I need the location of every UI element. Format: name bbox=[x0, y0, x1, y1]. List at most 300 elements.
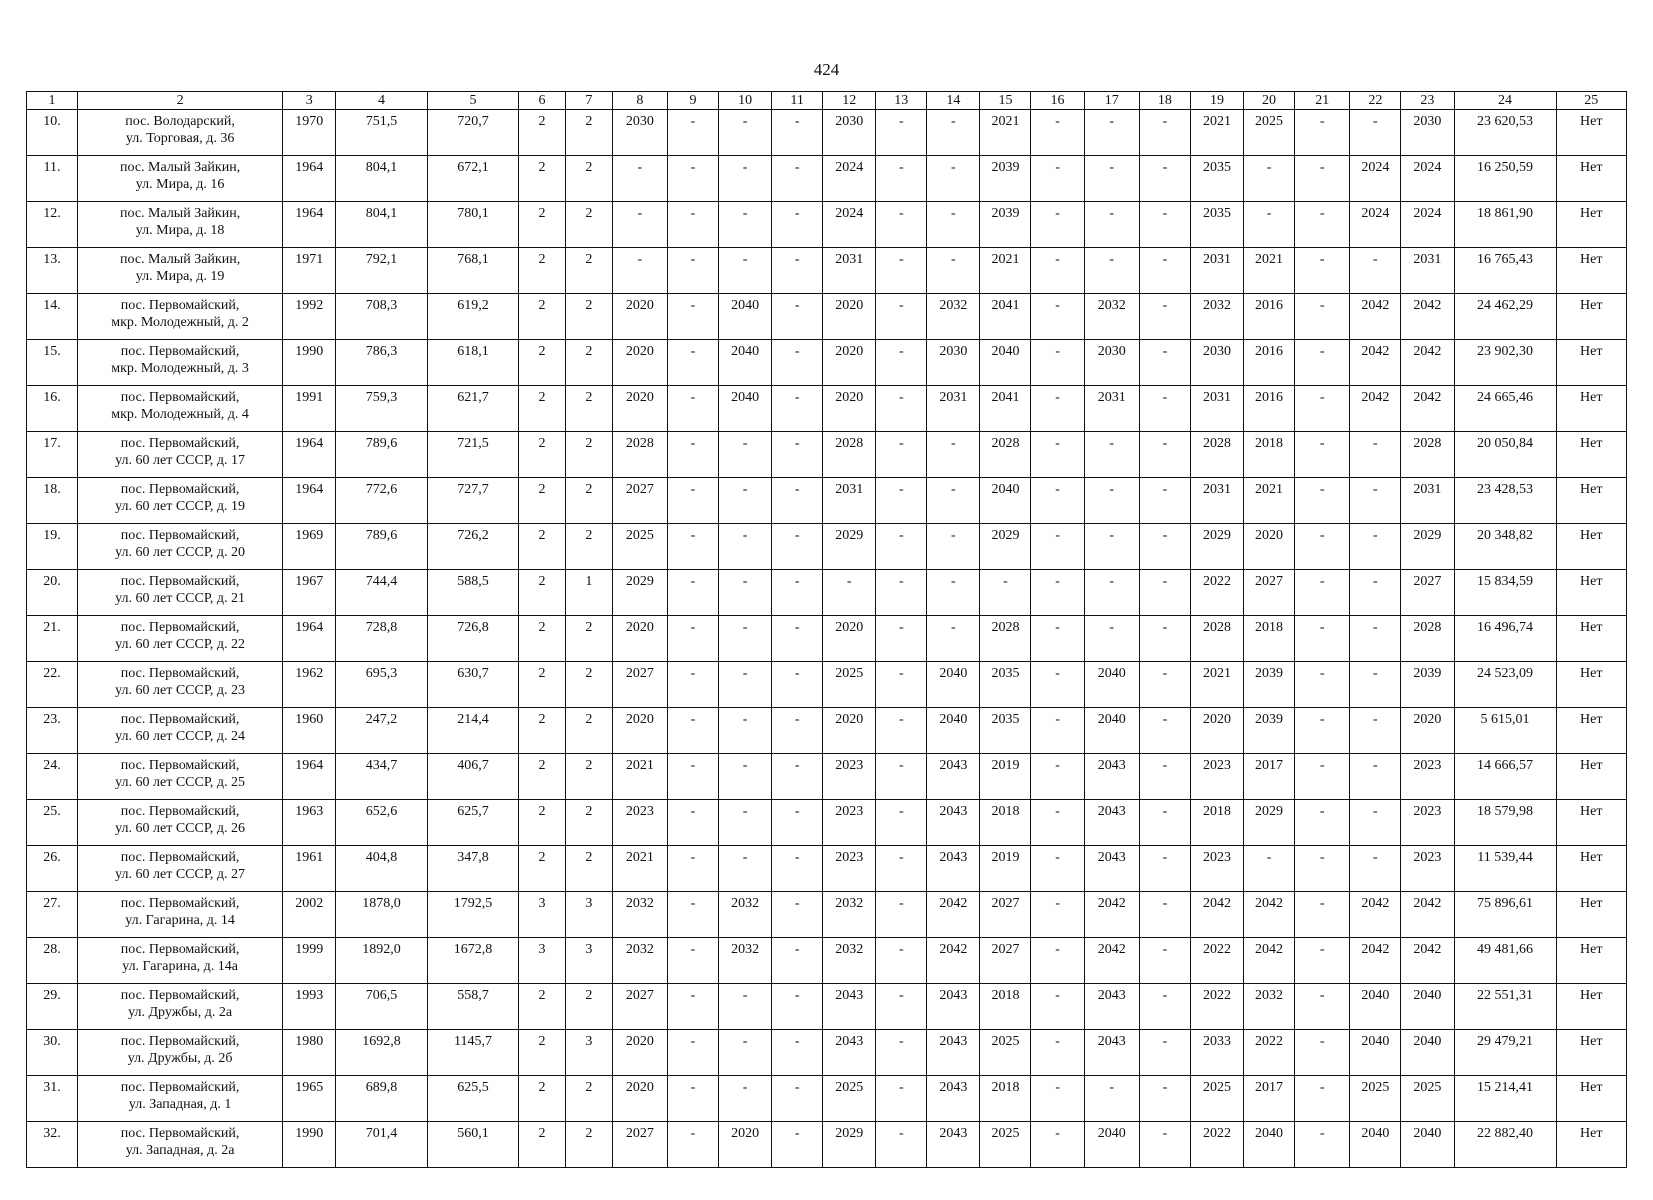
column-number-header: 8 bbox=[612, 92, 667, 110]
table-cell: 1971 bbox=[283, 248, 336, 294]
table-cell: 726,8 bbox=[427, 616, 518, 662]
table-cell: - bbox=[1031, 248, 1084, 294]
row-number-cell: 10. bbox=[27, 110, 78, 156]
table-cell: 2030 bbox=[927, 340, 980, 386]
table-cell: - bbox=[1350, 432, 1401, 478]
status-cell: Нет bbox=[1556, 616, 1626, 662]
table-cell: 2 bbox=[519, 432, 566, 478]
row-number-cell: 27. bbox=[27, 892, 78, 938]
table-cell: 2 bbox=[565, 432, 612, 478]
table-cell: 1 bbox=[565, 570, 612, 616]
address-cell: пос. Первомайский, ул. 60 лет СССР, д. 17 bbox=[78, 432, 283, 478]
table-cell: - bbox=[1295, 340, 1350, 386]
table-cell: 2035 bbox=[1190, 156, 1243, 202]
table-cell: - bbox=[1295, 156, 1350, 202]
table-cell: 3 bbox=[519, 892, 566, 938]
table-cell: 2 bbox=[519, 110, 566, 156]
table-row bbox=[27, 892, 1627, 938]
address-cell: пос. Первомайский, ул. Западная, д. 2а bbox=[78, 1122, 283, 1168]
cost-cell: 49 481,66 bbox=[1454, 938, 1556, 984]
table-cell: 2020 bbox=[823, 340, 876, 386]
table-cell: - bbox=[1350, 524, 1401, 570]
table-row bbox=[27, 570, 1627, 616]
table-cell: 2030 bbox=[823, 110, 876, 156]
cost-cell: 23 428,53 bbox=[1454, 478, 1556, 524]
table-cell: - bbox=[1350, 248, 1401, 294]
table-cell: 2 bbox=[519, 708, 566, 754]
table-cell: - bbox=[612, 202, 667, 248]
table-cell: - bbox=[927, 202, 980, 248]
table-cell: 2025 bbox=[1190, 1076, 1243, 1122]
address-cell: пос. Малый Зайкин, ул. Мира, д. 16 bbox=[78, 156, 283, 202]
table-cell: 2 bbox=[519, 1030, 566, 1076]
table-cell: - bbox=[1244, 156, 1295, 202]
table-cell: 2025 bbox=[1350, 1076, 1401, 1122]
table-cell: 2042 bbox=[1401, 386, 1454, 432]
table-cell: - bbox=[927, 156, 980, 202]
table-cell: 672,1 bbox=[427, 156, 518, 202]
table-row bbox=[27, 800, 1627, 846]
table-cell: - bbox=[876, 800, 927, 846]
status-cell: Нет bbox=[1556, 340, 1626, 386]
table-cell: 621,7 bbox=[427, 386, 518, 432]
address-cell: пос. Первомайский, ул. 60 лет СССР, д. 25 bbox=[78, 754, 283, 800]
table-cell: - bbox=[1031, 156, 1084, 202]
table-cell: - bbox=[667, 524, 718, 570]
table-cell: - bbox=[719, 1030, 772, 1076]
table-cell: 2020 bbox=[612, 708, 667, 754]
table-cell: 2028 bbox=[823, 432, 876, 478]
table-cell: - bbox=[876, 570, 927, 616]
table-cell: - bbox=[1031, 110, 1084, 156]
table-cell: - bbox=[1031, 754, 1084, 800]
table-cell: 728,8 bbox=[336, 616, 427, 662]
table-cell: 2043 bbox=[927, 754, 980, 800]
table-cell: 2 bbox=[519, 202, 566, 248]
table-cell: - bbox=[719, 432, 772, 478]
table-cell: - bbox=[667, 248, 718, 294]
table-cell: 2028 bbox=[1190, 432, 1243, 478]
table-cell: - bbox=[1295, 754, 1350, 800]
table-cell: 2035 bbox=[980, 662, 1031, 708]
table-cell: 2040 bbox=[1244, 1122, 1295, 1168]
table-cell: - bbox=[1031, 1122, 1084, 1168]
table-cell: - bbox=[876, 1030, 927, 1076]
row-number-cell: 12. bbox=[27, 202, 78, 248]
table-cell: 1963 bbox=[283, 800, 336, 846]
table-cell: 2024 bbox=[1401, 156, 1454, 202]
table-cell: - bbox=[667, 156, 718, 202]
table-cell: - bbox=[1295, 524, 1350, 570]
column-number-header: 12 bbox=[823, 92, 876, 110]
table-cell: 1960 bbox=[283, 708, 336, 754]
table-cell: - bbox=[1031, 340, 1084, 386]
table-cell: 2 bbox=[519, 1122, 566, 1168]
table-cell: - bbox=[772, 938, 823, 984]
table-cell: - bbox=[1350, 708, 1401, 754]
table-cell: 2039 bbox=[980, 156, 1031, 202]
table-cell: 1962 bbox=[283, 662, 336, 708]
table-cell: - bbox=[1295, 110, 1350, 156]
table-cell: 2040 bbox=[927, 708, 980, 754]
table-cell: - bbox=[772, 754, 823, 800]
table-cell: - bbox=[1244, 202, 1295, 248]
table-cell: 625,7 bbox=[427, 800, 518, 846]
table-cell: 2033 bbox=[1190, 1030, 1243, 1076]
table-cell: 2042 bbox=[927, 938, 980, 984]
table-cell: 789,6 bbox=[336, 524, 427, 570]
table-cell: - bbox=[1084, 616, 1139, 662]
table-cell: 2040 bbox=[1350, 984, 1401, 1030]
table-cell: 2 bbox=[565, 110, 612, 156]
table-cell: 214,4 bbox=[427, 708, 518, 754]
address-cell: пос. Первомайский, ул. 60 лет СССР, д. 24 bbox=[78, 708, 283, 754]
table-cell: 2024 bbox=[1350, 156, 1401, 202]
address-cell: пос. Первомайский, ул. 60 лет СССР, д. 22 bbox=[78, 616, 283, 662]
table-cell: 2020 bbox=[612, 616, 667, 662]
address-cell: пос. Первомайский, ул. Дружбы, д. 2б bbox=[78, 1030, 283, 1076]
table-cell: 2 bbox=[565, 754, 612, 800]
address-cell: пос. Первомайский, ул. Гагарина, д. 14а bbox=[78, 938, 283, 984]
table-cell: 618,1 bbox=[427, 340, 518, 386]
table-cell: 786,3 bbox=[336, 340, 427, 386]
table-cell: - bbox=[876, 202, 927, 248]
table-cell: 2030 bbox=[1401, 110, 1454, 156]
table-cell: - bbox=[1139, 156, 1190, 202]
table-cell: 2031 bbox=[823, 478, 876, 524]
column-number-header: 10 bbox=[719, 92, 772, 110]
table-cell: - bbox=[772, 524, 823, 570]
table-cell: 2 bbox=[519, 662, 566, 708]
table-row bbox=[27, 938, 1627, 984]
cost-cell: 16 250,59 bbox=[1454, 156, 1556, 202]
table-cell: - bbox=[1139, 570, 1190, 616]
table-cell: - bbox=[1031, 846, 1084, 892]
table-cell: 2043 bbox=[927, 984, 980, 1030]
table-cell: 2 bbox=[565, 984, 612, 1030]
table-cell: 2 bbox=[519, 754, 566, 800]
address-cell: пос. Володарский, ул. Торговая, д. 36 bbox=[78, 110, 283, 156]
table-cell: - bbox=[876, 478, 927, 524]
table-cell: 1964 bbox=[283, 754, 336, 800]
table-cell: - bbox=[1295, 984, 1350, 1030]
table-cell: - bbox=[876, 846, 927, 892]
table-cell: - bbox=[1295, 294, 1350, 340]
table-cell: 2039 bbox=[980, 202, 1031, 248]
table-row bbox=[27, 1122, 1627, 1168]
table-cell: 2042 bbox=[1350, 938, 1401, 984]
table-cell: 2030 bbox=[1190, 340, 1243, 386]
table-cell: - bbox=[1139, 616, 1190, 662]
table-cell: 2023 bbox=[1190, 846, 1243, 892]
table-cell: 768,1 bbox=[427, 248, 518, 294]
status-cell: Нет bbox=[1556, 202, 1626, 248]
table-cell: 2031 bbox=[1084, 386, 1139, 432]
table-cell: 2 bbox=[519, 984, 566, 1030]
table-row bbox=[27, 110, 1627, 156]
table-row bbox=[27, 524, 1627, 570]
table-cell: - bbox=[1139, 892, 1190, 938]
cost-cell: 75 896,61 bbox=[1454, 892, 1556, 938]
table-cell: 2028 bbox=[1190, 616, 1243, 662]
table-cell: 2023 bbox=[823, 846, 876, 892]
table-cell: 2031 bbox=[1401, 478, 1454, 524]
table-cell: - bbox=[1031, 478, 1084, 524]
table-cell: - bbox=[1031, 662, 1084, 708]
table-cell: - bbox=[823, 570, 876, 616]
table-cell: - bbox=[667, 1030, 718, 1076]
table-cell: - bbox=[1295, 432, 1350, 478]
table-cell: - bbox=[719, 708, 772, 754]
table-cell: 2018 bbox=[980, 800, 1031, 846]
address-cell: пос. Первомайский, ул. 60 лет СССР, д. 26 bbox=[78, 800, 283, 846]
table-cell: 2024 bbox=[1401, 202, 1454, 248]
table-cell: 2040 bbox=[1401, 1122, 1454, 1168]
table-cell: 2029 bbox=[823, 524, 876, 570]
table-cell: 2018 bbox=[1244, 616, 1295, 662]
column-number-header: 2 bbox=[78, 92, 283, 110]
table-row bbox=[27, 248, 1627, 294]
address-cell: пос. Первомайский, мкр. Молодежный, д. 3 bbox=[78, 340, 283, 386]
table-cell: 2043 bbox=[1084, 800, 1139, 846]
row-number-cell: 31. bbox=[27, 1076, 78, 1122]
table-cell: 706,5 bbox=[336, 984, 427, 1030]
table-cell: - bbox=[1031, 1030, 1084, 1076]
status-cell: Нет bbox=[1556, 754, 1626, 800]
table-cell: 1967 bbox=[283, 570, 336, 616]
table-cell: - bbox=[1295, 800, 1350, 846]
table-cell: 625,5 bbox=[427, 1076, 518, 1122]
table-cell: 3 bbox=[565, 938, 612, 984]
table-cell: 2 bbox=[519, 570, 566, 616]
table-cell: 2023 bbox=[1401, 800, 1454, 846]
table-cell: 1999 bbox=[283, 938, 336, 984]
row-number-cell: 11. bbox=[27, 156, 78, 202]
table-cell: 2024 bbox=[823, 202, 876, 248]
table-cell: - bbox=[772, 570, 823, 616]
table-cell: 2 bbox=[519, 616, 566, 662]
table-cell: - bbox=[772, 892, 823, 938]
table-cell: - bbox=[1139, 202, 1190, 248]
table-cell: - bbox=[927, 110, 980, 156]
table-cell: 1961 bbox=[283, 846, 336, 892]
row-number-cell: 25. bbox=[27, 800, 78, 846]
status-cell: Нет bbox=[1556, 156, 1626, 202]
address-cell: пос. Первомайский, ул. 60 лет СССР, д. 27 bbox=[78, 846, 283, 892]
table-cell: - bbox=[1031, 524, 1084, 570]
table-cell: 2023 bbox=[1401, 846, 1454, 892]
table-cell: - bbox=[1295, 892, 1350, 938]
table-cell: 1964 bbox=[283, 478, 336, 524]
status-cell: Нет bbox=[1556, 110, 1626, 156]
table-cell: - bbox=[1350, 616, 1401, 662]
table-cell: 2030 bbox=[1084, 340, 1139, 386]
table-cell: - bbox=[876, 984, 927, 1030]
table-cell: - bbox=[1031, 616, 1084, 662]
table-cell: 2043 bbox=[1084, 1030, 1139, 1076]
table-cell: 2020 bbox=[612, 340, 667, 386]
table-cell: 2018 bbox=[980, 1076, 1031, 1122]
table-cell: 434,7 bbox=[336, 754, 427, 800]
table-cell: - bbox=[1295, 1122, 1350, 1168]
status-cell: Нет bbox=[1556, 708, 1626, 754]
table-cell: 2020 bbox=[612, 1076, 667, 1122]
address-cell: пос. Малый Зайкин, ул. Мира, д. 19 bbox=[78, 248, 283, 294]
table-cell: - bbox=[667, 570, 718, 616]
table-cell: 2029 bbox=[1244, 800, 1295, 846]
table-cell: 2028 bbox=[612, 432, 667, 478]
table-cell: 2020 bbox=[612, 294, 667, 340]
table-cell: 2 bbox=[565, 846, 612, 892]
table-cell: 2019 bbox=[980, 846, 1031, 892]
table-cell: 2002 bbox=[283, 892, 336, 938]
table-cell: - bbox=[667, 662, 718, 708]
table-cell: 2039 bbox=[1401, 662, 1454, 708]
table-cell: - bbox=[772, 1122, 823, 1168]
table-cell: 2019 bbox=[980, 754, 1031, 800]
housing-repair-table bbox=[26, 91, 1627, 1168]
table-cell: 2040 bbox=[1350, 1122, 1401, 1168]
cost-cell: 16 765,43 bbox=[1454, 248, 1556, 294]
table-cell: - bbox=[719, 1076, 772, 1122]
table-cell: - bbox=[667, 110, 718, 156]
table-cell: 2032 bbox=[719, 892, 772, 938]
cost-cell: 20 348,82 bbox=[1454, 524, 1556, 570]
table-cell: - bbox=[772, 156, 823, 202]
table-cell: - bbox=[1139, 340, 1190, 386]
table-cell: 2016 bbox=[1244, 386, 1295, 432]
table-cell: 1672,8 bbox=[427, 938, 518, 984]
table-cell: - bbox=[1295, 478, 1350, 524]
table-cell: 2040 bbox=[1350, 1030, 1401, 1076]
table-cell: 2024 bbox=[823, 156, 876, 202]
row-number-cell: 32. bbox=[27, 1122, 78, 1168]
table-cell: - bbox=[876, 1076, 927, 1122]
table-cell: 2 bbox=[565, 340, 612, 386]
table-row bbox=[27, 478, 1627, 524]
table-row bbox=[27, 846, 1627, 892]
table-cell: 2018 bbox=[1190, 800, 1243, 846]
table-cell: 2043 bbox=[927, 846, 980, 892]
table-cell: 2020 bbox=[612, 386, 667, 432]
address-cell: пос. Малый Зайкин, ул. Мира, д. 18 bbox=[78, 202, 283, 248]
table-cell: - bbox=[1084, 1076, 1139, 1122]
table-cell: - bbox=[772, 1076, 823, 1122]
table-cell: 1878,0 bbox=[336, 892, 427, 938]
table-cell: - bbox=[719, 110, 772, 156]
table-cell: - bbox=[719, 800, 772, 846]
table-cell: - bbox=[1350, 570, 1401, 616]
table-cell: 2042 bbox=[1244, 892, 1295, 938]
table-cell: - bbox=[1350, 846, 1401, 892]
table-cell: 2043 bbox=[1084, 846, 1139, 892]
table-cell: - bbox=[876, 616, 927, 662]
table-cell: 2 bbox=[519, 478, 566, 524]
table-cell: 2029 bbox=[980, 524, 1031, 570]
table-cell: 2021 bbox=[612, 846, 667, 892]
column-number-header: 6 bbox=[519, 92, 566, 110]
row-number-cell: 28. bbox=[27, 938, 78, 984]
column-number-row bbox=[27, 92, 1627, 110]
table-cell: 2043 bbox=[927, 1076, 980, 1122]
column-number-header: 21 bbox=[1295, 92, 1350, 110]
table-cell: 2027 bbox=[612, 984, 667, 1030]
row-number-cell: 26. bbox=[27, 846, 78, 892]
table-cell: - bbox=[876, 938, 927, 984]
table-cell: - bbox=[772, 800, 823, 846]
table-cell: 2 bbox=[565, 616, 612, 662]
table-row bbox=[27, 1030, 1627, 1076]
table-cell: 2 bbox=[565, 662, 612, 708]
table-cell: 759,3 bbox=[336, 386, 427, 432]
table-cell: 2025 bbox=[612, 524, 667, 570]
table-cell: 2 bbox=[565, 478, 612, 524]
table-cell: 2039 bbox=[1244, 662, 1295, 708]
table-cell: 2042 bbox=[1350, 340, 1401, 386]
table-cell: - bbox=[772, 294, 823, 340]
cost-cell: 14 666,57 bbox=[1454, 754, 1556, 800]
column-number-header: 7 bbox=[565, 92, 612, 110]
status-cell: Нет bbox=[1556, 1030, 1626, 1076]
table-cell: 2042 bbox=[1401, 340, 1454, 386]
table-cell: - bbox=[876, 248, 927, 294]
table-cell: 2027 bbox=[980, 938, 1031, 984]
table-row bbox=[27, 386, 1627, 432]
table-cell: 2 bbox=[519, 524, 566, 570]
column-number-header: 1 bbox=[27, 92, 78, 110]
table-cell: - bbox=[667, 1122, 718, 1168]
row-number-cell: 20. bbox=[27, 570, 78, 616]
column-number-header: 24 bbox=[1454, 92, 1556, 110]
table-cell: 2 bbox=[519, 340, 566, 386]
table-cell: - bbox=[667, 846, 718, 892]
table-cell: 695,3 bbox=[336, 662, 427, 708]
table-row bbox=[27, 432, 1627, 478]
table-cell: 2020 bbox=[1401, 708, 1454, 754]
table-cell: 792,1 bbox=[336, 248, 427, 294]
table-cell: 2030 bbox=[612, 110, 667, 156]
table-cell: - bbox=[1031, 984, 1084, 1030]
cost-cell: 29 479,21 bbox=[1454, 1030, 1556, 1076]
table-cell: 2032 bbox=[823, 938, 876, 984]
table-cell: - bbox=[927, 478, 980, 524]
table-cell: 2018 bbox=[1244, 432, 1295, 478]
table-cell: - bbox=[667, 478, 718, 524]
table-cell: - bbox=[772, 202, 823, 248]
status-cell: Нет bbox=[1556, 294, 1626, 340]
status-cell: Нет bbox=[1556, 432, 1626, 478]
table-cell: 2025 bbox=[823, 662, 876, 708]
table-cell: 2023 bbox=[823, 800, 876, 846]
table-cell: - bbox=[1031, 202, 1084, 248]
table-cell: 2020 bbox=[612, 1030, 667, 1076]
table-cell: 2032 bbox=[612, 892, 667, 938]
table-cell: 404,8 bbox=[336, 846, 427, 892]
table-cell: 1964 bbox=[283, 616, 336, 662]
table-cell: 2027 bbox=[612, 478, 667, 524]
table-cell: 2020 bbox=[823, 386, 876, 432]
address-cell: пос. Первомайский, мкр. Молодежный, д. 2 bbox=[78, 294, 283, 340]
table-cell: 2018 bbox=[980, 984, 1031, 1030]
table-cell: 780,1 bbox=[427, 202, 518, 248]
table-cell: - bbox=[719, 524, 772, 570]
column-number-header: 20 bbox=[1244, 92, 1295, 110]
table-cell: - bbox=[1139, 662, 1190, 708]
table-cell: - bbox=[980, 570, 1031, 616]
row-number-cell: 22. bbox=[27, 662, 78, 708]
table-cell: 2025 bbox=[823, 1076, 876, 1122]
table-cell: - bbox=[719, 754, 772, 800]
